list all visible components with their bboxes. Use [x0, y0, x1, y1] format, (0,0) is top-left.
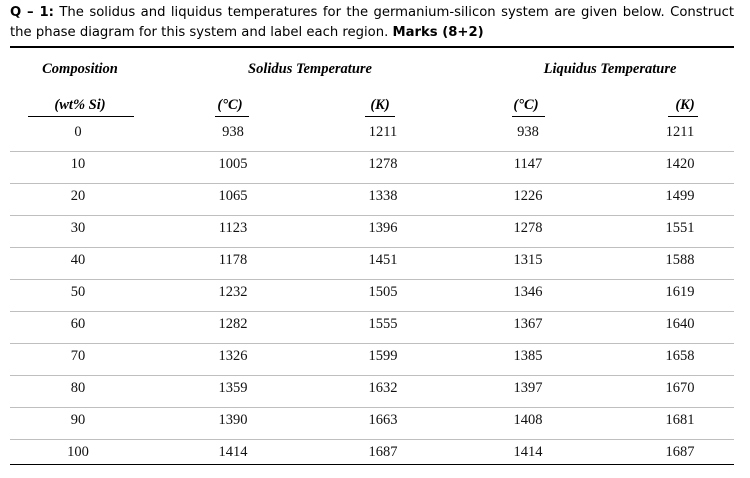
cell-liquidus-k: 1499 — [665, 188, 695, 204]
cell-liquidus-c: 1147 — [513, 156, 543, 172]
cell-solidus-k: 1632 — [368, 380, 398, 396]
cell-solidus-k: 1338 — [368, 188, 398, 204]
table-bottom-rule — [10, 464, 734, 465]
cell-liquidus-c: 1367 — [513, 316, 543, 332]
cell-composition: 50 — [70, 284, 86, 300]
cell-solidus-c: 1065 — [218, 188, 248, 204]
row-separator — [10, 215, 734, 216]
question-number: Q – 1: — [10, 5, 54, 20]
cell-liquidus-c: 1278 — [513, 220, 543, 236]
cell-composition: 100 — [67, 444, 89, 460]
header-composition-unit: (wt% Si) — [54, 97, 106, 113]
cell-composition: 0 — [74, 124, 82, 140]
cell-composition: 80 — [70, 380, 86, 396]
row-separator — [10, 279, 734, 280]
cell-solidus-k: 1396 — [368, 220, 398, 236]
cell-liquidus-k: 1420 — [665, 156, 695, 172]
cell-solidus-k: 1278 — [368, 156, 398, 172]
row-separator — [10, 247, 734, 248]
cell-liquidus-k: 1658 — [665, 348, 695, 364]
cell-liquidus-c: 938 — [517, 124, 539, 140]
cell-composition: 70 — [70, 348, 86, 364]
header-composition: Composition — [42, 61, 118, 77]
cell-composition: 30 — [70, 220, 86, 236]
row-separator — [10, 311, 734, 312]
cell-liquidus-c: 1397 — [513, 380, 543, 396]
cell-composition: 40 — [70, 252, 86, 268]
cell-composition: 90 — [70, 412, 86, 428]
row-separator — [10, 151, 734, 152]
cell-composition: 20 — [70, 188, 86, 204]
cell-liquidus-c: 1346 — [513, 284, 543, 300]
table-top-rule — [10, 46, 734, 48]
cell-solidus-c: 1005 — [218, 156, 248, 172]
header-liquidus-unit-c: (°C) — [513, 97, 539, 113]
cell-liquidus-c: 1385 — [513, 348, 543, 364]
row-separator — [10, 343, 734, 344]
question-text — [10, 3, 734, 43]
header-underline-liquidus-k — [668, 116, 698, 117]
header-liquidus-unit-k: (K) — [675, 97, 695, 113]
header-underline-solidus-k — [365, 116, 395, 117]
cell-liquidus-k: 1619 — [665, 284, 695, 300]
cell-solidus-c: 1326 — [218, 348, 248, 364]
cell-liquidus-k: 1640 — [665, 316, 695, 332]
header-solidus-unit-k: (K) — [370, 97, 390, 113]
cell-liquidus-k: 1670 — [665, 380, 695, 396]
header-underline-liquidus-c — [512, 116, 545, 117]
cell-solidus-c: 1390 — [218, 412, 248, 428]
cell-liquidus-k: 1687 — [665, 444, 695, 460]
cell-solidus-k: 1451 — [368, 252, 398, 268]
header-liquidus: Liquidus Temperature — [543, 61, 677, 77]
cell-solidus-c: 1359 — [218, 380, 248, 396]
cell-solidus-c: 1178 — [218, 252, 248, 268]
cell-solidus-k: 1505 — [368, 284, 398, 300]
cell-solidus-k: 1555 — [368, 316, 398, 332]
cell-solidus-k: 1687 — [368, 444, 398, 460]
cell-liquidus-k: 1588 — [665, 252, 695, 268]
question-body: The solidus and liquidus temperatures for the germanium-silicon system are given below. Construct the phase diagram for this system and label each region. — [10, 5, 735, 40]
cell-liquidus-k: 1681 — [665, 412, 695, 428]
cell-liquidus-c: 1408 — [513, 412, 543, 428]
question-marks: Marks (8+2) — [392, 25, 484, 40]
cell-liquidus-c: 1414 — [513, 444, 543, 460]
cell-solidus-c: 1414 — [218, 444, 248, 460]
cell-liquidus-c: 1226 — [513, 188, 543, 204]
header-underline-composition — [28, 116, 134, 117]
cell-solidus-c: 1123 — [218, 220, 248, 236]
cell-solidus-k: 1599 — [368, 348, 398, 364]
row-separator — [10, 439, 734, 440]
row-separator — [10, 407, 734, 408]
row-separator — [10, 183, 734, 184]
cell-solidus-c: 1282 — [218, 316, 248, 332]
row-separator — [10, 375, 734, 376]
cell-solidus-k: 1211 — [368, 124, 398, 140]
cell-solidus-c: 938 — [222, 124, 244, 140]
cell-liquidus-k: 1551 — [665, 220, 695, 236]
header-solidus-unit-c: (°C) — [217, 97, 243, 113]
cell-liquidus-k: 1211 — [665, 124, 695, 140]
header-solidus: Solidus Temperature — [248, 61, 372, 77]
header-underline-solidus-c — [215, 116, 249, 117]
cell-composition: 10 — [70, 156, 86, 172]
cell-composition: 60 — [70, 316, 86, 332]
cell-solidus-k: 1663 — [368, 412, 398, 428]
cell-liquidus-c: 1315 — [513, 252, 543, 268]
cell-solidus-c: 1232 — [218, 284, 248, 300]
